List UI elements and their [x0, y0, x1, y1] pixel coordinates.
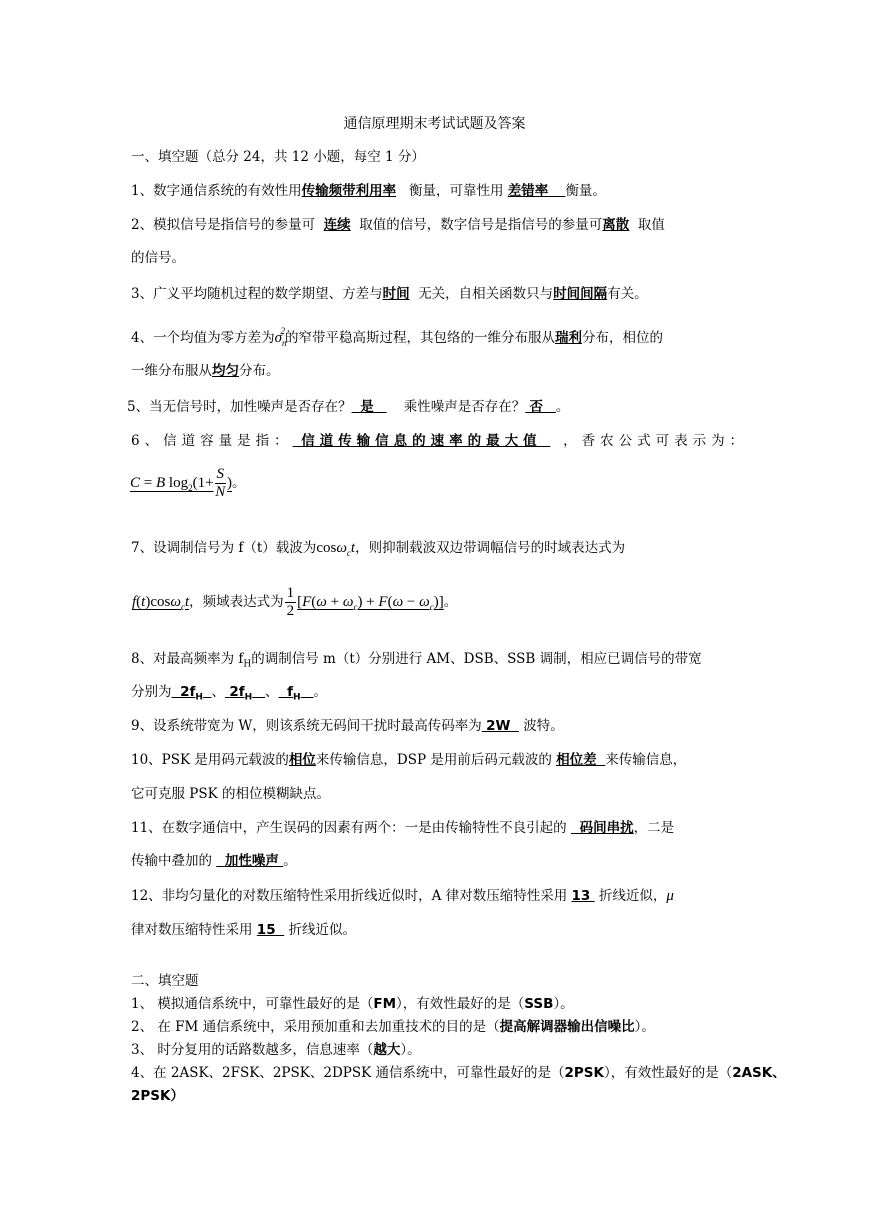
question-12-cont: 律对数压缩特性采用 15 折线近似。	[131, 922, 356, 938]
question-6: 6、信道容量是指： 信道传输信息的速率的最大值 ，香农公式可表示为：	[131, 433, 749, 449]
question-7-cont: f(t)cosω$_c$t，频域表达式为 $\frac{1}{2}$ $[F(\omega + \omega_c) + F(\omega - \omega_c)]$。	[132, 585, 458, 619]
question-11: 11、在数字通信中，产生误码的因素有两个：一是由传输特性不良引起的 码间串扰，二是	[131, 820, 675, 836]
answer-blank: $2f_H$	[180, 684, 203, 703]
question-11-cont: 传输中叠加的 加性噪声 。	[131, 853, 297, 869]
section2-heading: 二、填空题	[131, 973, 199, 989]
answer-blank: 13	[571, 888, 591, 904]
answer-blank: 加性噪声	[224, 853, 279, 869]
question-4: 4、一个均值为零方差为$\sigma_n^2$的窄带平稳高斯过程，其包络的一维分布服从瑞利分布，相位的	[131, 326, 663, 348]
s2-question-4: 4、在 2ASK、2FSK、2PSK、2DPSK 通信系统中，可靠性最好的是（2PSK），有效性最好的是（2ASK、	[131, 1065, 786, 1081]
question-7: 7、设调制信号为 f（t）载波为cosω$_c$t，则抑制载波双边带调幅信号的时域表达式为	[131, 540, 626, 558]
shannon-formula: C = B $\log_2(1+$ $\frac{S}{N}$ )。	[130, 466, 246, 500]
question-2-cont: 的信号。	[131, 250, 185, 266]
answer-blank: 离散	[602, 217, 630, 233]
answer-blank: 相位	[288, 752, 316, 768]
question-3: 3、广义平均随机过程的数学期望、方差与时间 无关，自相关函数只与时间间隔有关。	[131, 286, 648, 302]
answer-blank: $2f_H$	[229, 684, 253, 703]
question-1: 1、数字通信系统的有效性用传输频带利用率 衡量，可靠性用 差错率 衡量。	[131, 183, 606, 199]
question-10: 10、PSK 是用码元载波的相位来传输信息，DSP 是用前后码元载波的 相位差 来传输信息，	[131, 752, 687, 768]
answer-blank: 相位差	[556, 752, 597, 768]
question-5: 5、当无信号时，加性噪声是否存在？ 是 乘性噪声是否存在？ 否 。	[127, 399, 570, 415]
question-10-cont: 它可克服 PSK 的相位模糊缺点。	[131, 786, 330, 802]
answer-blank: 2W	[486, 718, 511, 734]
answer-blank: 是	[360, 399, 374, 415]
document-title: 通信原理期末考试试题及答案	[343, 116, 526, 132]
question-4-cont: 一维分布服从均匀分布。	[131, 363, 280, 379]
question-12: 12、非均匀量化的对数压缩特性采用折线近似时，A 律对数压缩特性采用 13 折线近似，μ	[131, 888, 674, 904]
answer-blank: 码间串扰	[579, 820, 634, 836]
s2-question-4-cont: 2PSK）	[131, 1088, 184, 1104]
answer-blank: 均匀	[212, 363, 239, 379]
answer-blank: 时间间隔	[553, 286, 608, 302]
s2-question-1: 1、 模拟通信系统中，可靠性最好的是（FM），有效性最好的是（SSB）。	[131, 996, 574, 1012]
section1-heading: 一、填空题（总分 24，共 12 小题，每空 1 分）	[131, 149, 425, 165]
s2-question-3: 3、 时分复用的话路数越多，信息速率（越大）。	[131, 1042, 421, 1058]
answer-blank: 瑞利	[555, 330, 582, 346]
question-8: 8、对最高频率为 $f_H$的调制信号 m（t）分别进行 AM、DSB、SSB 调制，相应已调信号的带宽	[131, 651, 702, 670]
question-2: 2、模拟信号是指信号的参量可 连续 取值的信号，数字信号是指信号的参量可离散 取值	[131, 217, 665, 233]
question-8-cont: 分别为 $2f_H$ 、 $2f_H$ 、 $f_H$ 。	[131, 684, 327, 703]
question-9: 9、设系统带宽为 W，则该系统无码间干扰时最高传码率为 2W 波特。	[131, 718, 564, 734]
s2-question-2: 2、 在 FM 通信系统中，采用预加重和去加重技术的目的是（提高解调器输出信噪比）。	[131, 1019, 655, 1035]
answer-blank: $f_H$	[287, 684, 301, 703]
answer-blank: 否	[529, 399, 544, 415]
answer-blank: 信道传输信息的速率的最大值	[301, 433, 542, 449]
answer-blank: 差错率	[507, 183, 549, 199]
answer-blank: 时间	[382, 286, 410, 302]
answer-blank: 传输频带利用率	[301, 183, 397, 199]
answer-blank: 15	[256, 922, 276, 938]
sigma-n-squared: $\sigma_n^2$	[274, 326, 287, 348]
answer-blank: 连续	[323, 217, 351, 233]
